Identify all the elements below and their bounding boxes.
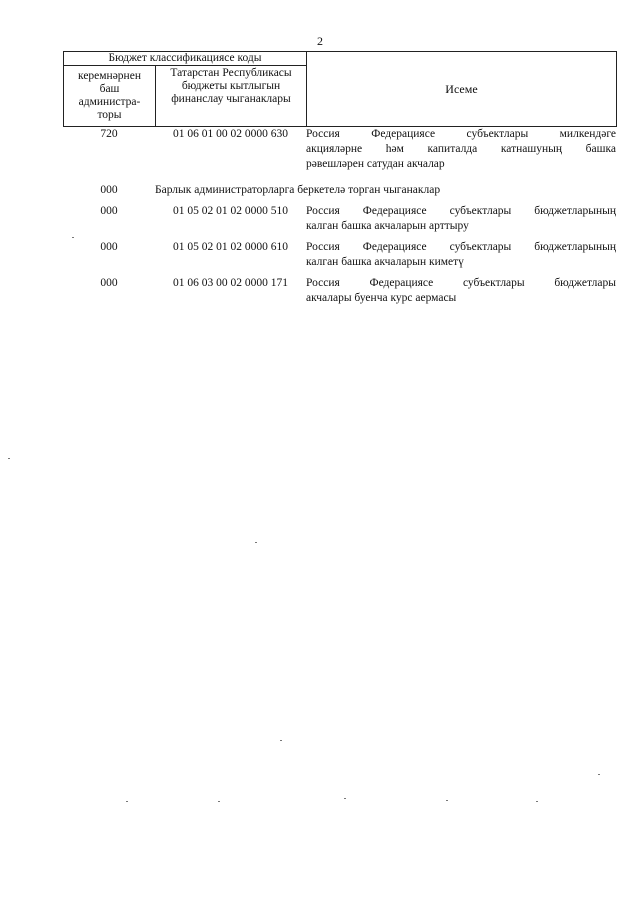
admin-column-heading [64, 66, 156, 127]
budget-classification-code-heading: Бюджет классификациясе коды [64, 52, 307, 66]
scan-speck [8, 458, 10, 459]
table-row [63, 276, 616, 306]
name-column-heading: Исеме [307, 52, 617, 127]
table-row [63, 127, 616, 172]
scan-speck [446, 800, 448, 801]
classification-code: 01 06 03 00 02 0000 171 [173, 277, 288, 289]
admin-code: 720 [100, 128, 118, 140]
scan-speck [536, 801, 538, 802]
scan-speck [72, 237, 74, 238]
admin-code: 000 [100, 205, 118, 217]
admin-heading-line: администра- [78, 96, 141, 108]
admin-code: 000 [100, 277, 118, 289]
name-line: акчалары буенча курс аермасы [306, 292, 457, 304]
scan-speck [598, 774, 600, 775]
table-row [63, 204, 616, 234]
classification-code: 01 06 01 00 02 0000 630 [173, 128, 288, 140]
name-line: акцияләрне һәм капиталда катнашуның башка [306, 143, 616, 155]
classification-code: 01 05 02 01 02 0000 610 [173, 241, 288, 253]
source-name [306, 240, 616, 270]
scan-speck [126, 801, 128, 802]
admin-heading-line: баш [99, 83, 120, 95]
table-row [63, 183, 616, 198]
scan-speck [255, 542, 257, 543]
classification-table-header [63, 51, 617, 127]
source-heading-line: Татарстан Республикасы [170, 67, 292, 79]
admin-code: 000 [100, 184, 118, 196]
source-name [306, 204, 616, 234]
admin-code: 000 [100, 241, 118, 253]
admin-heading-line: торы [97, 109, 122, 121]
page-number: 2 [317, 34, 323, 48]
name-line: калган башка акчаларын арттыру [306, 220, 469, 232]
name-line: Россия Федерациясе субъектлары бюджетлары [306, 277, 616, 289]
scan-speck [218, 801, 220, 802]
scan-speck [280, 740, 282, 741]
name-line: Россия Федерациясе субъектлары бюджетларының [306, 241, 616, 253]
name-line: рәвешләрен сатудан акчалар [306, 158, 445, 170]
name-line: Россия Федерациясе субъектлары милкендәге [306, 128, 616, 140]
scan-speck [344, 798, 346, 799]
classification-code: 01 05 02 01 02 0000 510 [173, 205, 288, 217]
source-heading-line: финанслау чыганаклары [171, 93, 291, 105]
source-column-heading [156, 66, 307, 127]
classification-rows [63, 127, 616, 306]
table-row [63, 240, 616, 270]
source-name [306, 276, 616, 306]
source-name [306, 127, 616, 172]
source-heading-line: бюджеты кытлыгын [181, 80, 281, 92]
name-line: Россия Федерациясе субъектлары бюджетларының [306, 205, 616, 217]
admin-heading-line: керемнәрнен [78, 70, 141, 82]
section-heading: Барлык администраторларга беркетелә торган чыганаклар [155, 184, 441, 196]
name-line: калган башка акчаларын киметү [306, 256, 464, 268]
